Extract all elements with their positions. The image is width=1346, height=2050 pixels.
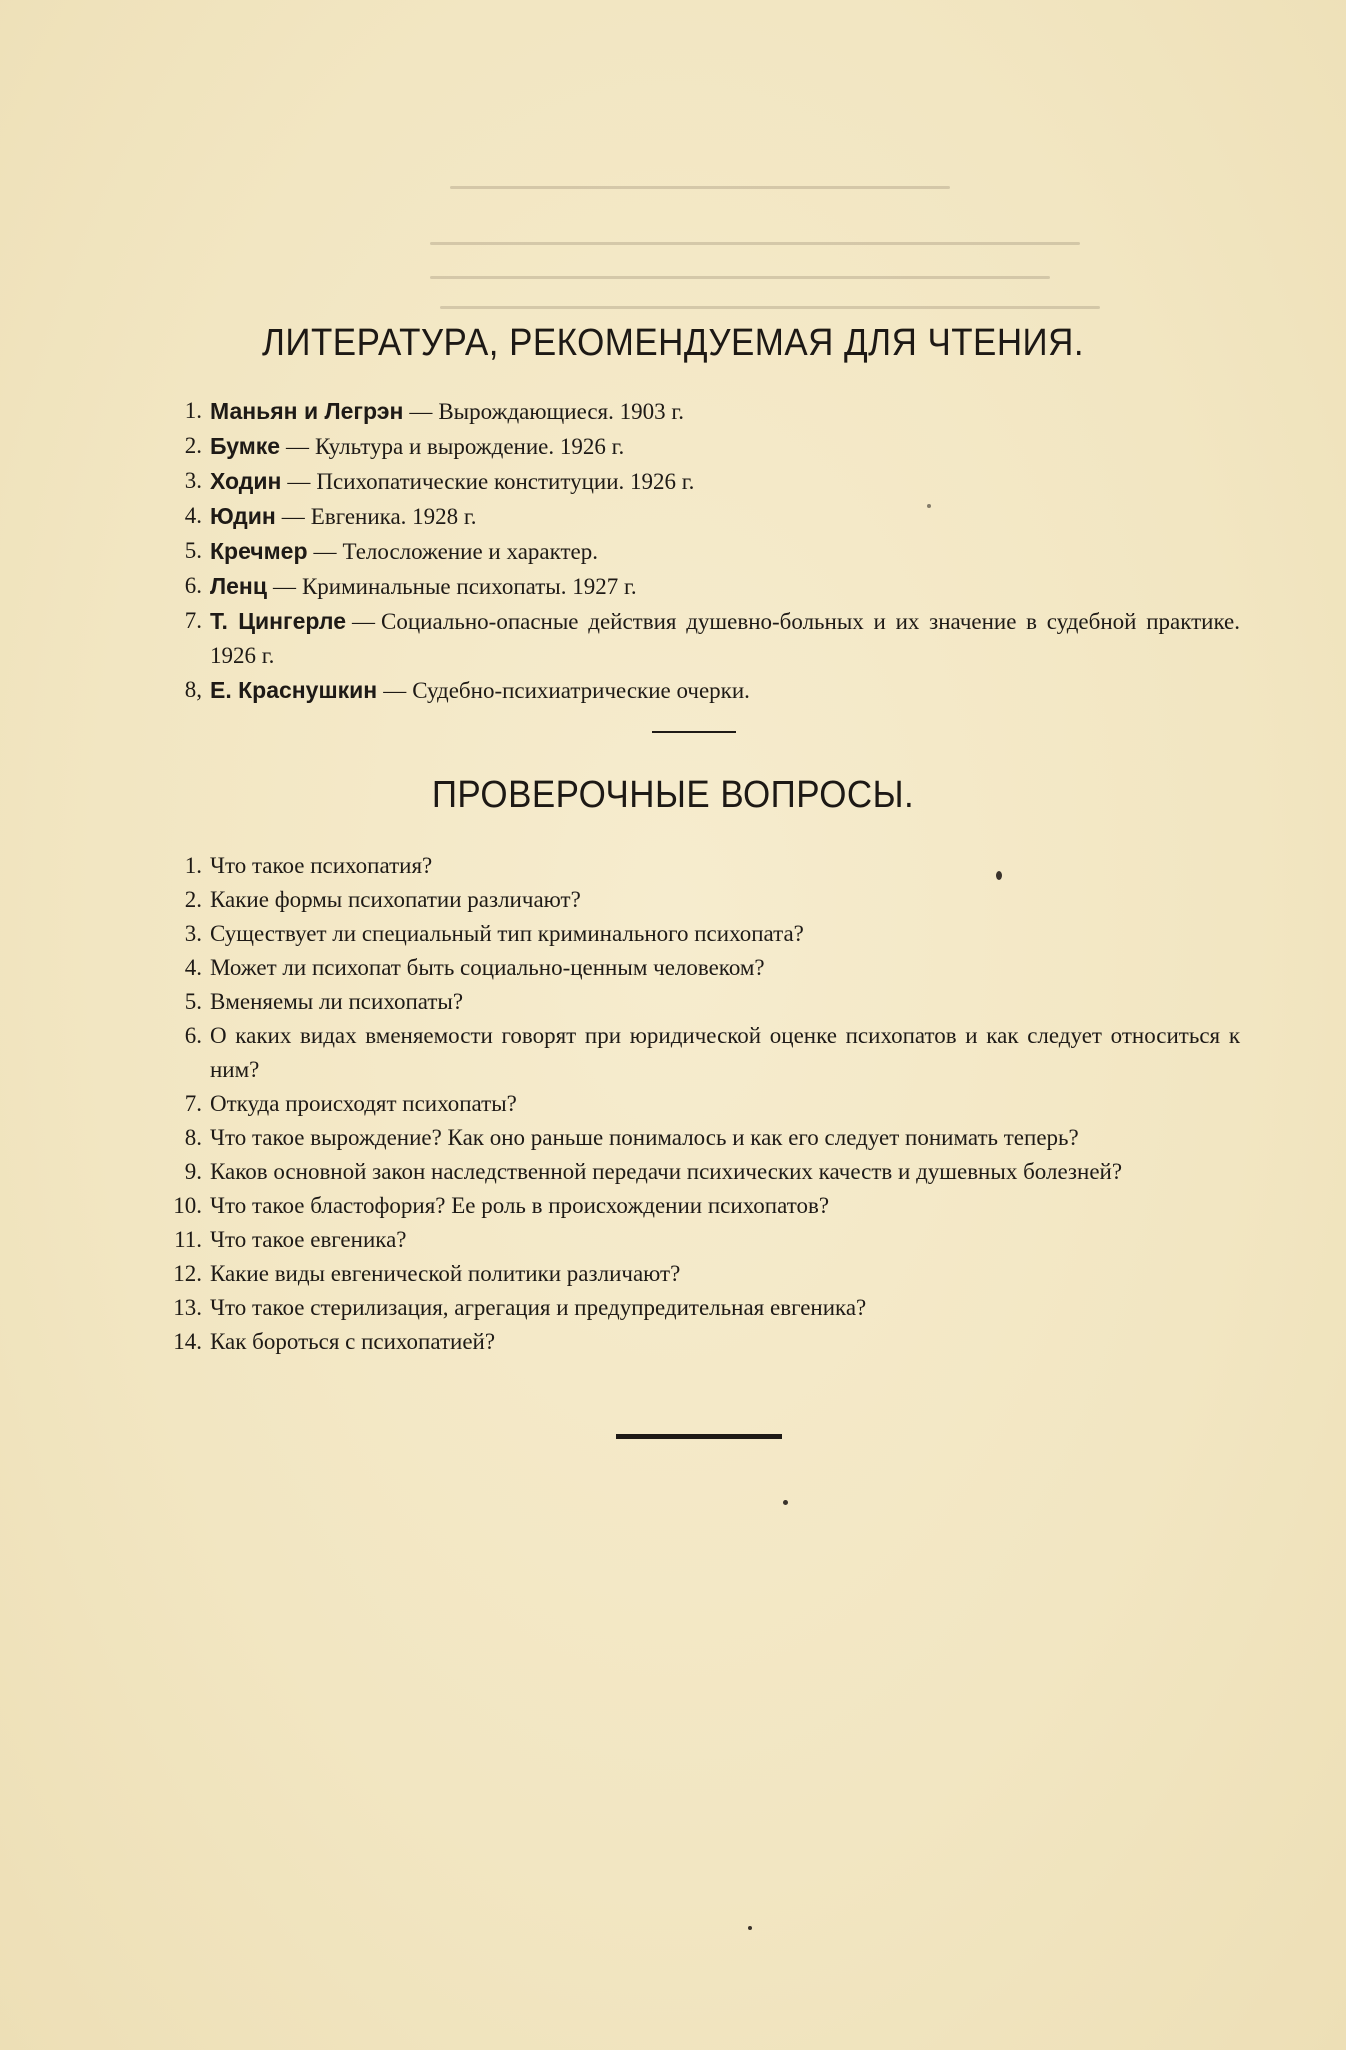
question-text: Как бороться с психопатией? xyxy=(210,1329,496,1354)
dash: — xyxy=(287,469,311,494)
ink-speck xyxy=(996,871,1002,880)
item-number: 4. xyxy=(184,503,202,528)
item-number: 6. xyxy=(184,573,202,598)
item-number: 3. xyxy=(184,921,202,946)
question-text: Существует ли специальный тип криминального психопата? xyxy=(210,921,804,946)
item-number: 1. xyxy=(184,398,202,423)
question-text: Какие формы психопатии различают? xyxy=(210,887,581,912)
question-item xyxy=(150,883,1240,917)
author-name: Е. Краснушкин xyxy=(210,677,378,703)
literature-item xyxy=(150,499,1240,534)
literature-item xyxy=(150,534,1240,569)
ink-speck xyxy=(748,1926,752,1930)
item-number: 7. xyxy=(184,1091,202,1116)
work-title: Культура и вырождение. 1926 г. xyxy=(315,434,625,459)
bleed-through-line xyxy=(430,242,1080,245)
dash: — xyxy=(383,678,407,703)
author-name: Юдин xyxy=(210,503,276,529)
author-name: Т. Цингерле xyxy=(210,608,347,634)
question-item xyxy=(150,1019,1240,1087)
question-item xyxy=(150,1257,1240,1291)
bleed-through-line xyxy=(430,276,1050,279)
author-name: Бумке xyxy=(210,433,281,459)
item-number: 5. xyxy=(184,538,202,563)
item-number: 9. xyxy=(184,1159,202,1184)
literature-heading: ЛИТЕРАТУРА, РЕКОМЕНДУЕМАЯ ДЛЯ ЧТЕНИЯ. xyxy=(262,322,1084,364)
work-title: Социально-опасные действия душевно-больных и их значение в судебной практике. 1926 г. xyxy=(210,609,1241,668)
question-item xyxy=(150,951,1240,985)
question-item xyxy=(150,1087,1240,1121)
item-number: 1. xyxy=(184,853,202,878)
literature-item xyxy=(150,604,1240,673)
literature-item xyxy=(150,569,1240,604)
question-item xyxy=(150,849,1240,883)
end-rule xyxy=(616,1434,782,1439)
item-number: 14. xyxy=(173,1329,202,1354)
bleed-through-line xyxy=(450,186,950,189)
author-name: Маньян и Легрэн xyxy=(210,398,404,424)
dash: — xyxy=(272,574,296,599)
item-number: 13. xyxy=(173,1295,202,1320)
dash: — xyxy=(313,539,337,564)
item-number: 12. xyxy=(173,1261,202,1286)
question-item xyxy=(150,1291,1240,1325)
work-title: Евгеника. 1928 г. xyxy=(310,504,477,529)
item-number: 6. xyxy=(184,1023,202,1048)
author-name: Кречмер xyxy=(210,538,308,564)
item-number: 4. xyxy=(184,955,202,980)
dash: — xyxy=(286,434,310,459)
bleed-through-line xyxy=(440,306,1100,309)
ink-speck xyxy=(927,504,931,508)
question-item xyxy=(150,1155,1240,1189)
question-text: Что такое евгеника? xyxy=(210,1227,407,1252)
question-text: Что такое психопатия? xyxy=(210,853,433,878)
ink-speck xyxy=(783,1500,788,1505)
question-text: Что такое вырождение? Как оно раньше понималось и как его следует понимать теперь? xyxy=(210,1125,1079,1150)
literature-list xyxy=(150,394,1240,708)
question-text: Откуда происходят психопаты? xyxy=(210,1091,517,1116)
item-number: 8, xyxy=(184,677,202,702)
questions-heading: ПРОВЕРОЧНЫЕ ВОПРОСЫ. xyxy=(431,774,915,816)
item-number: 10. xyxy=(173,1193,202,1218)
question-item xyxy=(150,917,1240,951)
question-item xyxy=(150,1189,1240,1223)
item-number: 3. xyxy=(184,468,202,493)
item-number: 5. xyxy=(184,989,202,1014)
item-number: 8. xyxy=(184,1125,202,1150)
work-title: Вырождающиеся. 1903 г. xyxy=(438,399,684,424)
dash: — xyxy=(281,504,305,529)
literature-item xyxy=(150,673,1240,708)
item-number: 11. xyxy=(174,1227,202,1252)
question-item xyxy=(150,1223,1240,1257)
question-text: Какие виды евгенической политики различают? xyxy=(210,1261,681,1286)
question-item xyxy=(150,985,1240,1019)
literature-item xyxy=(150,429,1240,464)
author-name: Ленц xyxy=(210,573,267,599)
question-text: Вменяемы ли психопаты? xyxy=(210,989,464,1014)
questions-list xyxy=(150,849,1240,1359)
question-text: Каков основной закон наследственной передачи психических качеств и душевных болезней? xyxy=(210,1159,1123,1184)
work-title: Судебно-психиатрические очерки. xyxy=(412,678,750,703)
author-name: Ходин xyxy=(210,468,282,494)
item-number: 2. xyxy=(184,433,202,458)
question-text: Что такое бластофория? Ее роль в происхождении психопатов? xyxy=(210,1193,830,1218)
literature-item xyxy=(150,464,1240,499)
section-divider xyxy=(652,731,736,733)
work-title: Криминальные психопаты. 1927 г. xyxy=(301,574,637,599)
work-title: Телосложение и характер. xyxy=(342,539,598,564)
question-text: Может ли психопат быть социально-ценным человеком? xyxy=(210,955,765,980)
question-item xyxy=(150,1325,1240,1359)
work-title: Психопатические конституции. 1926 г. xyxy=(316,469,695,494)
literature-item xyxy=(150,394,1240,429)
question-item xyxy=(150,1121,1240,1155)
item-number: 7. xyxy=(184,608,202,633)
question-text: О каких видах вменяемости говорят при юридической оценке психопатов и как следует относиться к ним? xyxy=(210,1023,1240,1082)
question-text: Что такое стерилизация, агрегация и предупредительная евгеника? xyxy=(210,1295,867,1320)
item-number: 2. xyxy=(184,887,202,912)
dash: — xyxy=(409,399,433,424)
dash: — xyxy=(352,609,376,634)
